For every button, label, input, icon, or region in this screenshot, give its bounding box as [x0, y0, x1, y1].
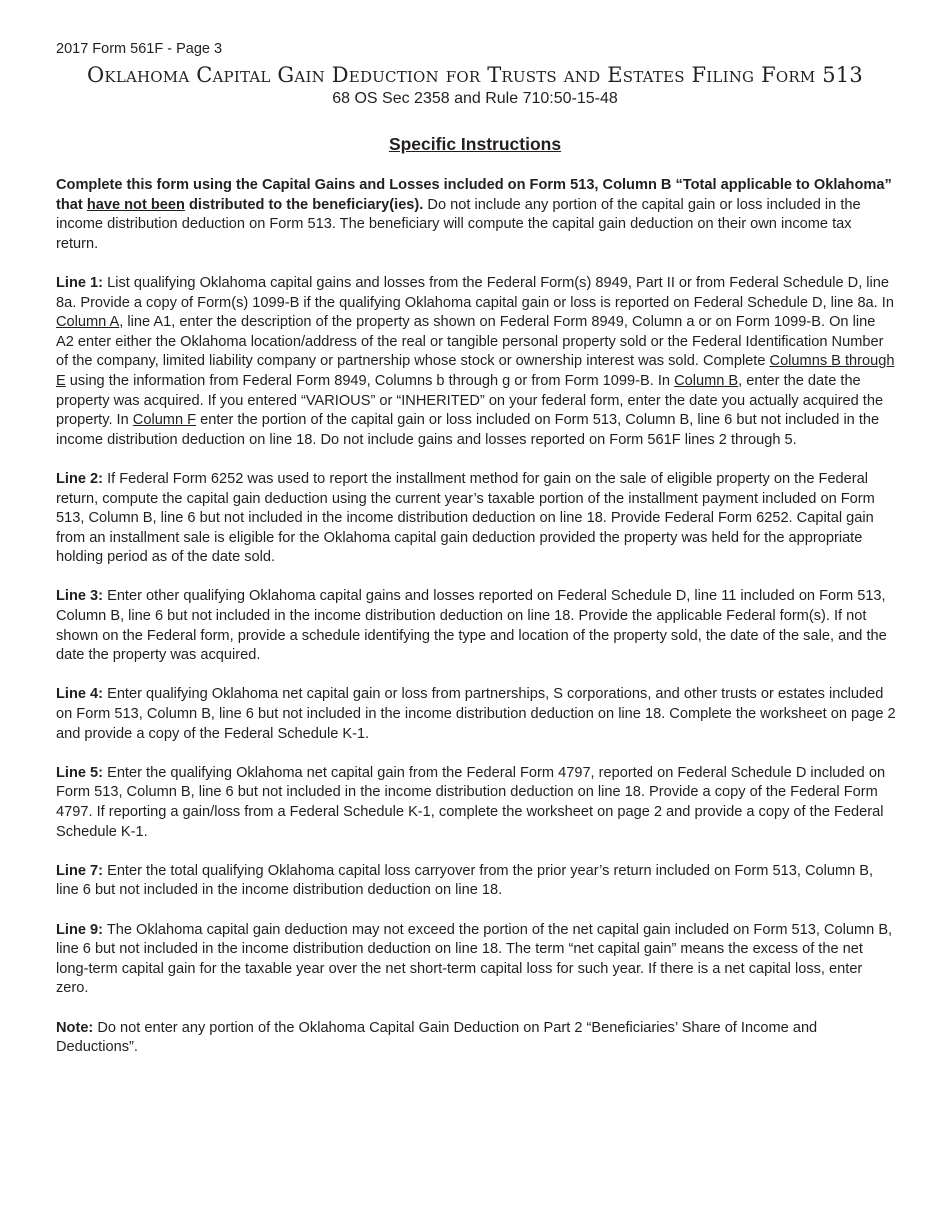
column-b-ref: Column B: [674, 372, 739, 389]
column-f-ref: Column F: [132, 412, 197, 429]
intro-text: Do not include any portion of the capital gain or loss included in the income distribution deduction on Form 513. The beneficiary will compute the capital gain deduction on their own income tax return.: [56, 196, 861, 252]
line-1-text-3: using the information from Federal Form 8949, Columns b through g or from Form 1099-B. In: [65, 372, 675, 389]
line-3-instructions: [56, 587, 896, 665]
line-7-label: Line 7:: [56, 862, 104, 879]
line-2-label: Line 2:: [56, 470, 104, 487]
section-heading: Specific Instructions: [388, 134, 562, 154]
line-9-text: The Oklahoma capital gain deduction may not exceed the portion of the net capital gain included on Form 513, Column B, line 6 but not included in the income distribution deduction on line 18. The term “net capital gain” means the excess of the net long-term capital gain for the taxable year over the net short-term capital loss for such year. If there is a net capital loss, enter zero.: [56, 921, 893, 997]
line-1-label: Line 1:: [56, 274, 104, 291]
line-7-text: Enter the total qualifying Oklahoma capital loss carryover from the prior year’s return included on Form 513, Column B, line 6 but not included in the income distribution deduction on line 18.: [56, 862, 874, 899]
note-text: Do not enter any portion of the Oklahoma Capital Gain Deduction on Part 2 “Beneficiaries’ Share of Income and Deductions”.: [56, 1019, 818, 1056]
column-a-ref: Column A: [56, 314, 120, 331]
intro-bold-underlined: have not been: [86, 196, 185, 213]
intro-paragraph: [56, 176, 896, 254]
line-3-text: Enter other qualifying Oklahoma capital gains and losses reported on Federal Schedule D, line 11 included on Form 513, Column B, line 6 but not included in the income distribution deduction on line 18. Provide the applicable Federal form(s). If not shown on the Federal form, provide a schedule identifying the type and location of the property sold, the date of the sale, and the date the property was acquired.: [56, 588, 887, 664]
note-label: Note:: [56, 1019, 94, 1036]
line-3-label: Line 3:: [56, 588, 104, 605]
intro-bold-b: distributed to the beneficiary(ies).: [184, 196, 424, 213]
line-4-instructions: [56, 685, 896, 744]
line-4-label: Line 4:: [56, 686, 104, 703]
line-5-text: Enter the qualifying Oklahoma net capital gain from the Federal Form 4797, reported on Federal Schedule D included on Form 513, Column B, line 6 but not included in the income distribution deduction on line 18. Provide a copy of the Federal Form 4797. If reporting a gain/loss from a Federal Schedule K-1, complete the worksheet on page 2 and provide a copy of the Federal Schedule K-1.: [56, 764, 886, 840]
line-4-text: Enter qualifying Oklahoma net capital gain or loss from partnerships, S corporations, and other trusts or estates included on Form 513, Column B, line 6 but not included in the income distribution deduction on line 18. Complete the worksheet on page 2 and provide a copy of the Federal Schedule K-1.: [56, 686, 896, 742]
line-5-instructions: [56, 764, 896, 842]
line-1-text-5: enter the portion of the capital gain or loss included on Form 513, Column B, line 6 but not included in the income distribution deduction on line 18. Do not include gains and losses reported on Form 561F lines 2 through 5.: [56, 412, 880, 448]
line-1-text-4: , enter the date the property was acquired. If you entered “VARIOUS” or “INHERITED” on your federal form, enter the date you actually acquired the property. In: [56, 372, 884, 429]
line-1-instructions: [56, 274, 896, 450]
line-2-instructions: [56, 470, 896, 568]
note-paragraph: [56, 1019, 896, 1058]
instructions-body: [56, 176, 896, 1077]
line-9-label: Line 9:: [56, 921, 104, 938]
statute-reference: 68 OS Sec 2358 and Rule 710:50-15-48: [332, 90, 618, 107]
line-1-text-2: , line A1, enter the description of the property as shown on Federal Form 8949, Column a or on Form 1099-B. On line A2 enter either the Oklahoma location/address of the real or tangible personal property sold or the Federal Identification Number of the company, limited liability company or partnership whose stock or ownership interest was sold. Complete: [56, 314, 884, 370]
line-1-text-1: List qualifying Oklahoma capital gains and losses from the Federal Form(s) 8949, Part II or from Federal Schedule D, line 8a. Provide a copy of Form(s) 1099-B if the qualifying Oklahoma capital gain or loss is reported on Federal Schedule D, line 8a. In: [56, 274, 894, 311]
columns-b-through-e-ref: Columns B through E: [56, 353, 895, 389]
page-title: Oklahoma Capital Gain Deduction for Trusts and Estates Filing Form 513: [87, 63, 863, 87]
line-9-instructions: [56, 921, 896, 999]
line-7-instructions: [56, 862, 896, 901]
page-identifier: 2017 Form 561F - Page 3: [56, 41, 223, 57]
line-5-label: Line 5:: [56, 764, 104, 781]
line-2-text: If Federal Form 6252 was used to report the installment method for gain on the sale of eligible property on the Federal return, compute the capital gain deduction using the current year’s taxable portion of the installment payment included on Form 513, Column B, line 6 but not included in the income distribution deduction on line 18. Provide Federal Form 6252. Capital gain from an installment sale is eligible for the Oklahoma capital gain deduction provided the property was held for the appropriate holding period as of the date sold.: [56, 470, 875, 566]
intro-bold-a: Complete this form using the Capital Gains and Losses included on Form 513, Column B “Total applicable to Oklahoma” that: [56, 177, 892, 213]
